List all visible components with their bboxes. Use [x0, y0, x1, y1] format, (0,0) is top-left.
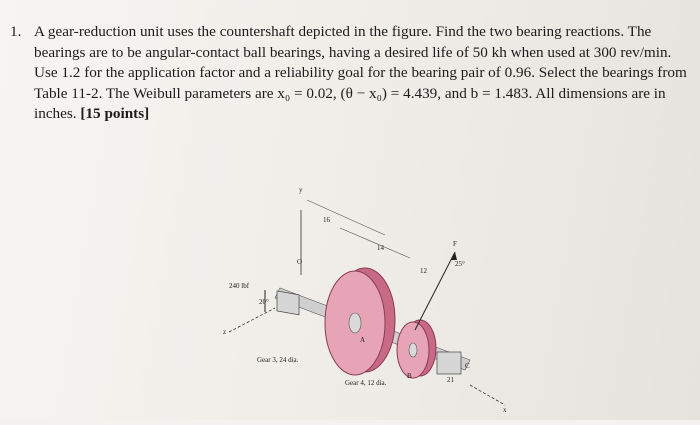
countershaft-diagram — [215, 180, 515, 420]
dim-16-label: 16 — [323, 216, 330, 224]
axis-y-label: y — [299, 186, 303, 194]
force-F-label: F — [453, 240, 457, 248]
force-F-arrow — [415, 252, 455, 330]
bearing-C — [437, 352, 461, 374]
dim-14-label: 14 — [377, 244, 384, 252]
gear-3-hub — [349, 313, 361, 333]
dim-line-16 — [307, 200, 385, 235]
dim-12-label: 12 — [420, 267, 427, 275]
z-axis — [229, 308, 275, 332]
gear-4-hub — [409, 343, 417, 357]
problem-body: A gear-reduction unit uses the countershaft depicted in the figure. Find the two bearing reactions. The bearings are to be angular-contact ball bearings, having a desired life of 50 kh when used at 300 rev/min. Use 1.2 for the application factor and a reliability goal for the bearing pair of 0.96. Select the bearings from Table 11-2. The Weibull parameters are x₀ = 0.02, (θ − x₀) = 4.439, and b = 1.483. All dimensions are in inches. — [34, 23, 687, 122]
gear4-caption: Gear 4, 12 dia. — [345, 379, 387, 387]
point-C-label: C — [465, 362, 470, 370]
dim-21-label: 21 — [447, 376, 454, 384]
problem-number: 1. — [10, 23, 22, 40]
point-B-label: B — [407, 372, 412, 380]
point-A-label: A — [360, 336, 366, 344]
countershaft-figure — [215, 180, 515, 420]
gear3-caption: Gear 3, 24 dia. — [257, 356, 299, 364]
bearing-O — [277, 291, 299, 315]
angle-25-label: 25° — [455, 260, 465, 268]
x-axis — [470, 385, 505, 405]
force-240-label: 240 lbf — [229, 282, 250, 290]
point-O-label: O — [297, 258, 303, 266]
problem-points: [15 points] — [80, 105, 150, 122]
problem-text — [34, 22, 688, 125]
dim-line-14 — [340, 228, 410, 258]
axis-x-label: x — [503, 406, 507, 414]
angle-20-label: 20° — [259, 298, 269, 306]
axis-z-label: z — [223, 328, 227, 336]
